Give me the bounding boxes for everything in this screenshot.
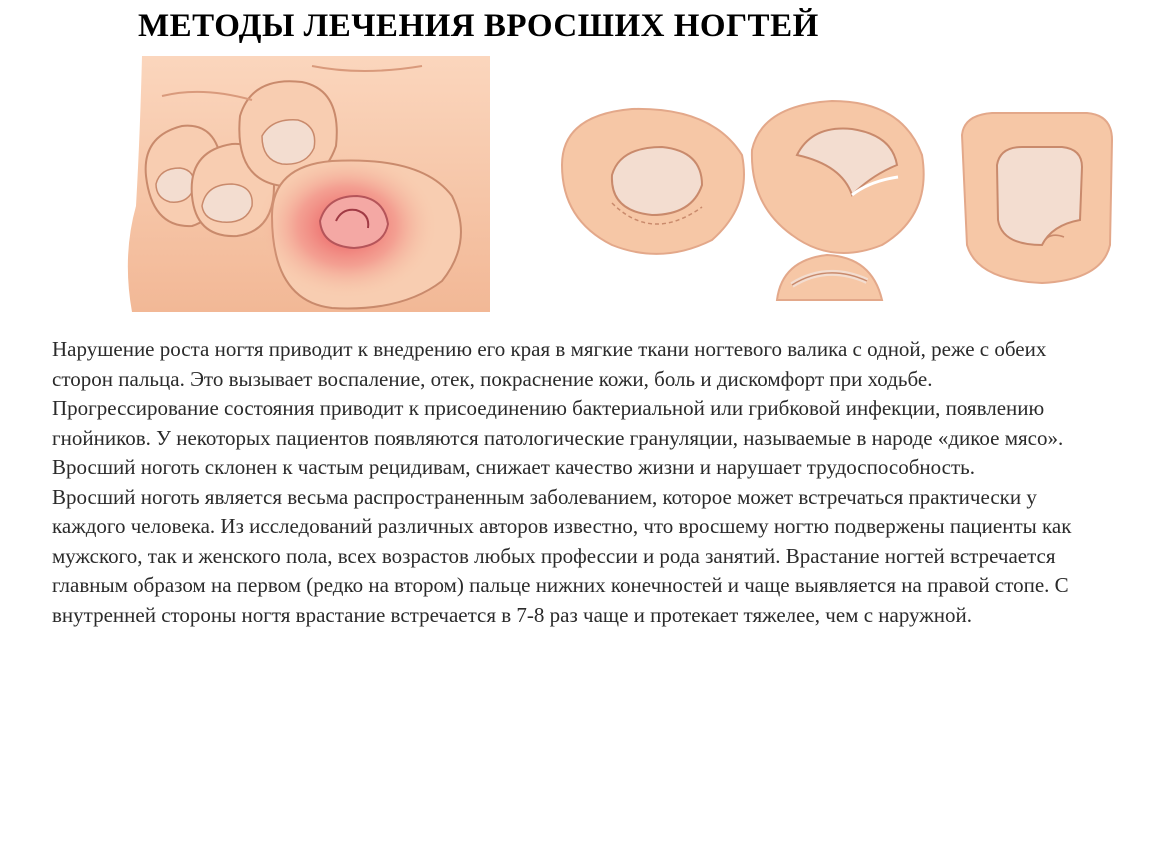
ingrown-nail — [320, 196, 388, 248]
inflamed-toe-illustration — [122, 56, 490, 312]
paragraph-prevalence: Вросший ноготь является весьма распространенным заболеванием, которое может встречаться практически у каждого человека. Из исследований различных авторов известно, что вросшему ногтю подвержены пациенты как мужского, так и женского пола, всех возрастов любых профессии и рода занятий. Врастание ногтей встречается главным образом на первом (редко на втором) пальце нижних конечностей и чаще выявляется на правой стопе. С внутренней стороны ногтя врастание встречается в 7-8 раз чаще и протекает тяжелее, чем с наружной. — [52, 484, 1072, 627]
body-text — [52, 335, 1102, 630]
nail-diagrams-illustration — [552, 95, 1122, 310]
nail-diagram-square — [962, 113, 1112, 283]
paragraph-symptoms: Нарушение роста ногтя приводит к внедрению его края в мягкие ткани ногтевого валика с одной, реже с обеих сторон пальца. Это вызывает воспаление, отек, покраснение кожи, боль и дискомфорт при ходьбе. Прогрессирование состояния приводит к присоединению бактериальной или грибковой инфекции, появлению гнойников. У некоторых пациентов появляются патологические грануляции, называемые в народе «дикое мясо». Вросший ноготь склонен к частым рецидивам, снижает качество жизни и нарушает трудоспособность. — [52, 337, 1064, 479]
slide-title: МЕТОДЫ ЛЕЧЕНИЯ ВРОСШИХ НОГТЕЙ — [138, 8, 819, 44]
